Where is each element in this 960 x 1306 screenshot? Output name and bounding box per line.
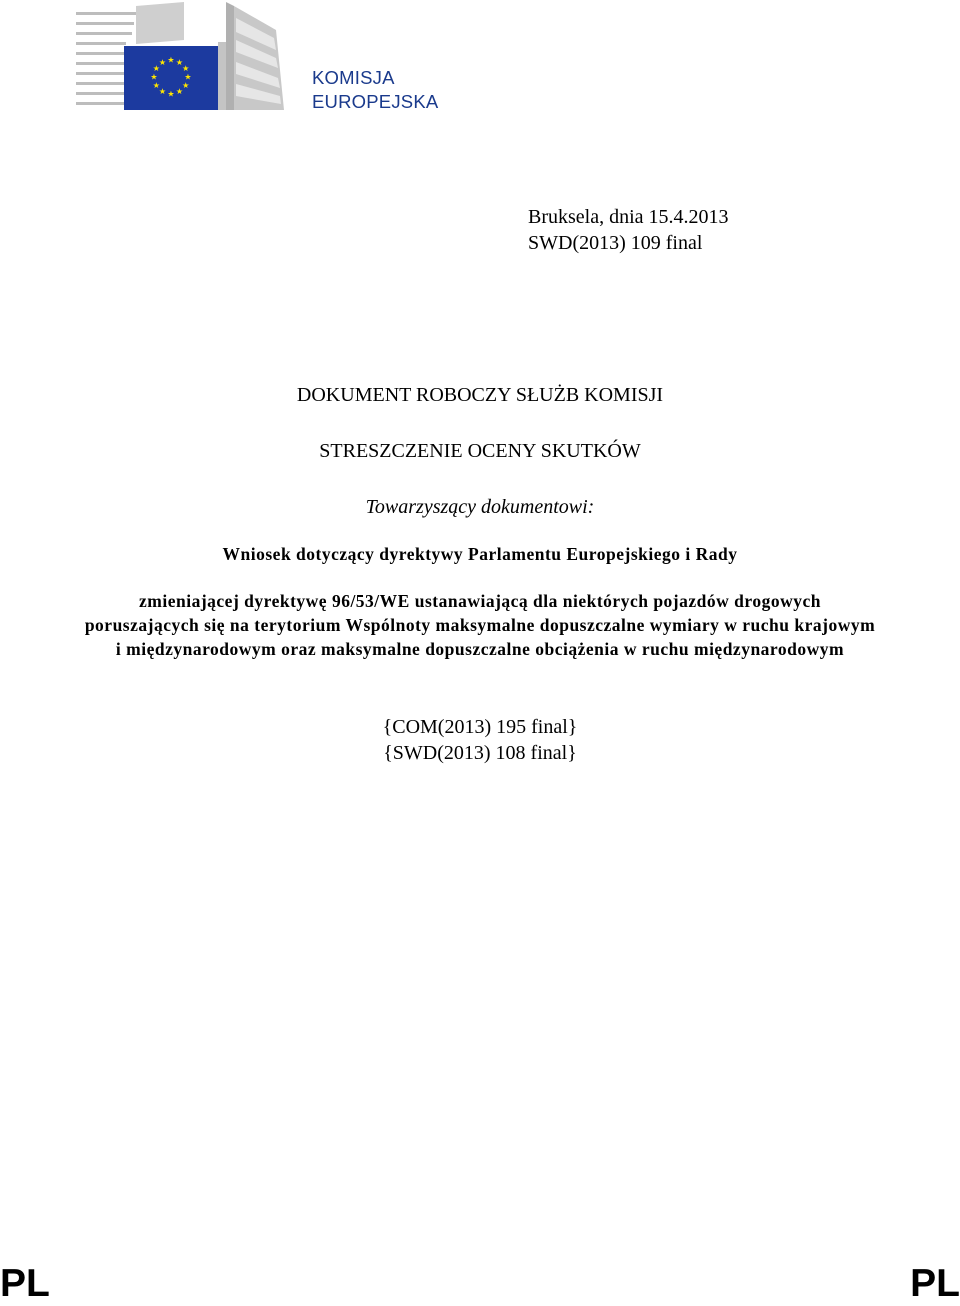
svg-text:★: ★ [182,64,190,73]
svg-text:★: ★ [182,81,190,90]
svg-text:★: ★ [150,72,158,82]
language-code-right: PL [910,1262,960,1305]
swd-reference: {SWD(2013) 108 final} [383,742,577,764]
svg-text:★: ★ [175,57,184,67]
org-line-2: EUROPEJSKA [312,91,439,112]
related-references [0,714,960,766]
svg-text:★: ★ [158,57,167,67]
organization-name [312,66,438,114]
document-meta [528,204,729,256]
org-line-1: KOMISJA [312,67,395,88]
svg-text:★: ★ [152,64,160,73]
com-reference: {COM(2013) 195 final} [382,716,578,738]
document-number: SWD(2013) 109 final [528,232,703,254]
svg-text:★: ★ [175,87,184,97]
svg-text:★: ★ [167,89,175,99]
place-date: Bruksela, dnia 15.4.2013 [528,206,729,228]
accompanying-label: Towarzyszący dokumentowi: [365,496,595,518]
svg-text:★: ★ [158,87,167,97]
language-code-left: PL [0,1262,50,1305]
document-subtitle: STRESZCZENIE OCENY SKUTKÓW [319,440,641,462]
proposal-description: zmieniającej dyrektywę 96/53/WE ustanawiającą dla niektórych pojazdów drogowych poruszających się na terytorium Wspólnoty maksymalne dopuszczalne wymiary w ruchu krajowym i międzynarodowym oraz maksymalne dopuszczalne obciążenia w ruchu międzynarodowym [84,591,876,659]
document-type: DOKUMENT ROBOCZY SŁUŻB KOMISJI [296,384,664,406]
svg-text:★: ★ [184,72,192,82]
proposal-title: Wniosek dotyczący dyrektywy Parlamentu Europejskiego i Rady [222,544,738,564]
european-commission-logo [76,0,316,112]
svg-text:★: ★ [152,81,160,90]
svg-text:★: ★ [167,55,175,65]
